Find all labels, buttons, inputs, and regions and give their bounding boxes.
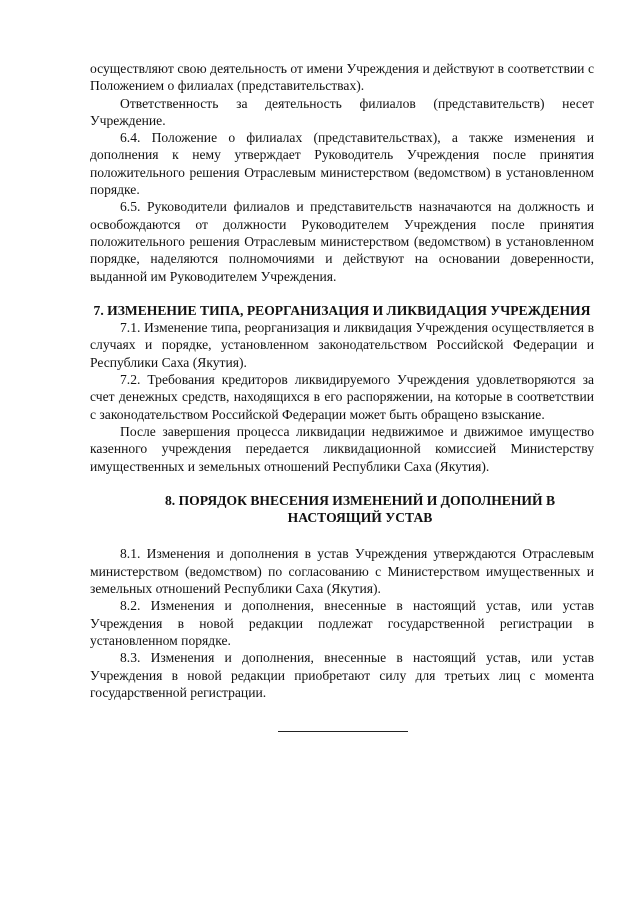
paragraph-7-2: 7.2. Требования кредиторов ликвидируемого Учреждения удовлетворяются за счет денежных средств, находящихся в его распоряжении, на которые в соответствии с законодательством Российской Федерации может быть обращено взыскание. [90, 372, 594, 422]
paragraph-6-5: 6.5. Руководители филиалов и представительств назначаются на должность и освобождаются от должности Руководителем Учреждения после принятия положительного решения Отраслевым министерством (ведомством) в установленном порядке, наделяются полномочиями и действуют на основании доверенности, выданной им Руководителем Учреждения. [90, 199, 594, 284]
paragraph-8-2: 8.2. Изменения и дополнения, внесенные в настоящий устав, или устав Учреждения в новой редакции подлежат государственной регистрации в установленном порядке. [90, 598, 594, 648]
paragraph-responsibility: Ответственность за деятельность филиалов (представительств) несет Учреждение. [90, 95, 594, 128]
end-separator-line [278, 731, 408, 732]
paragraph-liquidation: После завершения процесса ликвидации недвижимое и движимое имущество казенного учреждения передается ликвидационной комиссией Министерству имущественных и земельных отношений Республики Саха (Якутия). [90, 423, 594, 474]
section-8-heading: 8. ПОРЯДОК ВНЕСЕНИЯ ИЗМЕНЕНИЙ И ДОПОЛНЕНИЙ В НАСТОЯЩИЙ УСТАВ [164, 492, 556, 526]
paragraph-continuation: осуществляют свою деятельность от имени Учреждения и действуют в соответствии с Положением о филиалах (представительствах). [90, 61, 594, 94]
paragraph-7-1: 7.1. Изменение типа, реорганизация и ликвидация Учреждения осуществляется в случаях и порядке, установленном законодательством Российской Федерации и Республики Саха (Якутия). [90, 320, 594, 370]
section-7-heading: 7. ИЗМЕНЕНИЕ ТИПА, РЕОРГАНИЗАЦИЯ И ЛИКВИДАЦИЯ УЧРЕЖДЕНИЯ [93, 302, 591, 318]
paragraph-8-3: 8.3. Изменения и дополнения, внесенные в настоящий устав, или устав Учреждения в новой редакции приобретают силу для третьих лиц с момента государственной регистрации. [90, 650, 594, 700]
paragraph-8-1: 8.1. Изменения и дополнения в устав Учреждения утверждаются Отраслевым министерством (ведомством) по согласованию с Министерством имущественных и земельных отношений Республики Саха (Якутия). [90, 546, 594, 597]
paragraph-6-4: 6.4. Положение о филиалах (представительствах), а также изменения и дополнения к нему утверждает Руководитель Учреждения после принятия положительного решения Отраслевым министерством (ведомством) в установленном порядке. [90, 130, 594, 198]
